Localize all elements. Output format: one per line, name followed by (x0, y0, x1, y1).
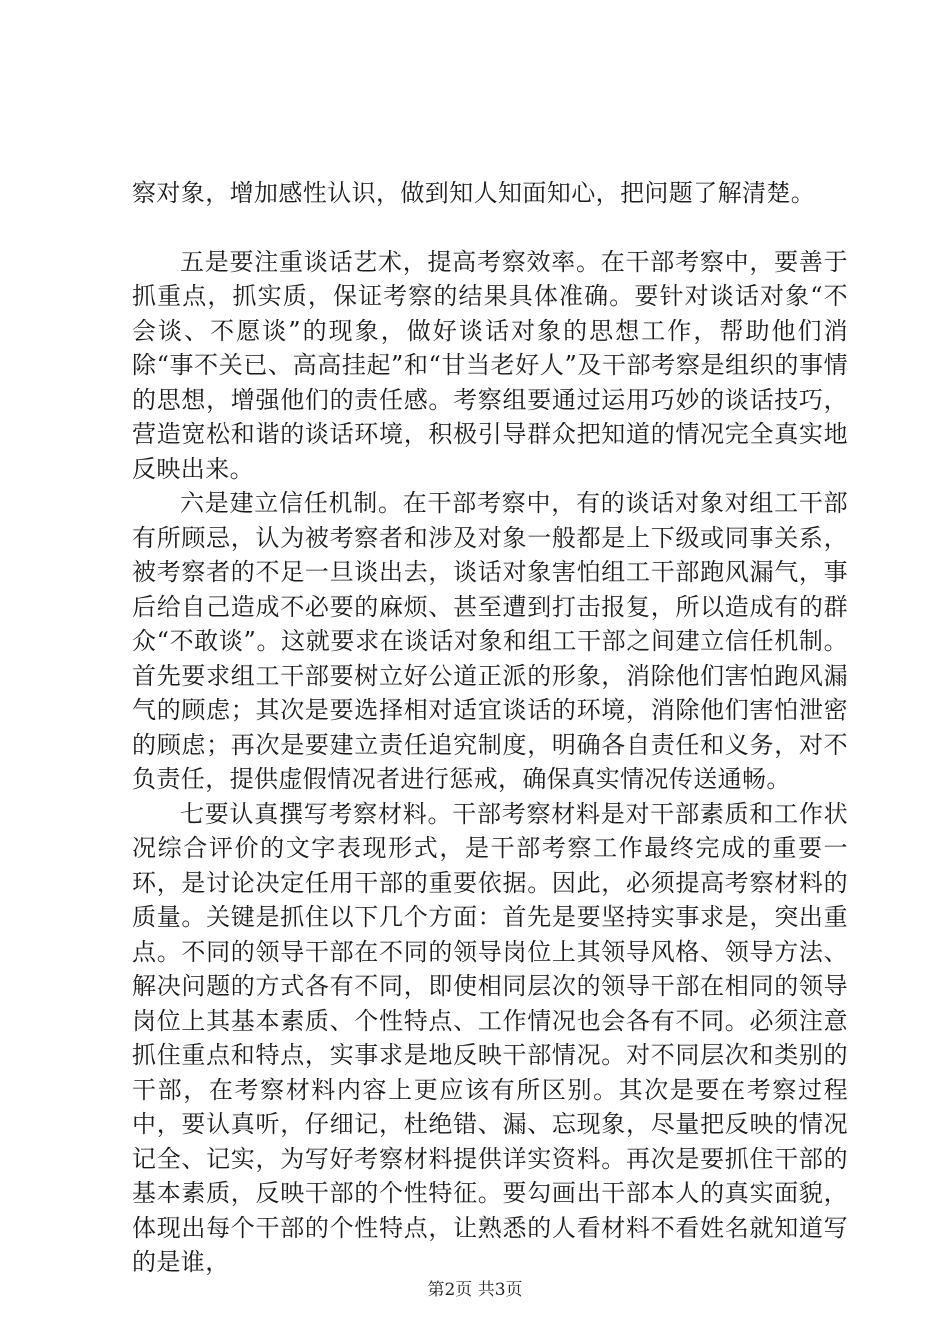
paragraph-trust-mechanism: 六是建立信任机制。在干部考察中，有的谈话对象对组工干部有所顾忌，认为被考察者和涉及对象一般都是上下级或同事关系，被考察者的不足一旦谈出去，谈话对象害怕组工干部跑风漏气，事后给自己造成不必要的麻烦、甚至遭到打击报复，所以造成有的群众“不敢谈”。这就要求在谈话对象和组工干部之间建立信任机制。首先要求组工干部要树立好公道正派的形象，消除他们害怕跑风漏气的顾虑；其次是要选择相对适宜谈话的环境，消除他们害怕泄密的顾虑；再次是要建立责任追究制度，明确各自责任和义务，对不负责任，提供虚假情况者进行惩戒，确保真实情况传送通畅。 (132, 489, 848, 793)
page-number-footer: 第2页 共3页 (427, 1280, 523, 1300)
paragraph-continuation: 察对象，增加感性认识，做到知人知面知心，把问题了解清楚。 (132, 179, 816, 207)
paragraph-inspection-material: 七要认真撰写考察材料。干部考察材料是对干部素质和工作状况综合评价的文字表现形式，是干部考察工作最终完成的重要一环，是讨论决定任用干部的重要依据。因此，必须提高考察材料的质量。关键是抓住以下几个方面：首先是要坚持实事求是，突出重点。不同的领导干部在不同的领导岗位上其领导风格、领导方法、解决问题的方式各有不同，即使相同层次的领导干部在相同的领导岗位上其基本素质、个性特点、工作情况也会各有不同。必须注意抓住重点和特点，实事求是地反映干部情况。对不同层次和类别的干部，在考察材料内容上更应该有所区别。其次是要在考察过程中，要认真听，仔细记，杜绝错、漏、忘现象，尽量把反映的情况记全、记实，为写好考察材料提供详实资料。再次是要抓住干部的基本素质，反映干部的个性特征。要勾画出干部本人的真实面貌，体现出每个干部的个性特点，让熟悉的人看材料不看姓名就知道写的是谁， (132, 799, 848, 1276)
paragraph-talk-art: 五是要注重谈话艺术，提高考察效率。在干部考察中，要善于抓重点，抓实质，保证考察的结果具体准确。要针对谈话对象“不会谈、不愿谈”的现象，做好谈话对象的思想工作，帮助他们消除“事不关已、高高挂起”和“甘当老好人”及干部考察是组织的事情的思想，增强他们的责任感。考察组要通过运用巧妙的谈话技巧，营造宽松和谐的谈话环境，积极引导群众把知道的情况完全真实地反映出来。 (132, 247, 848, 483)
document-body (132, 176, 848, 1280)
